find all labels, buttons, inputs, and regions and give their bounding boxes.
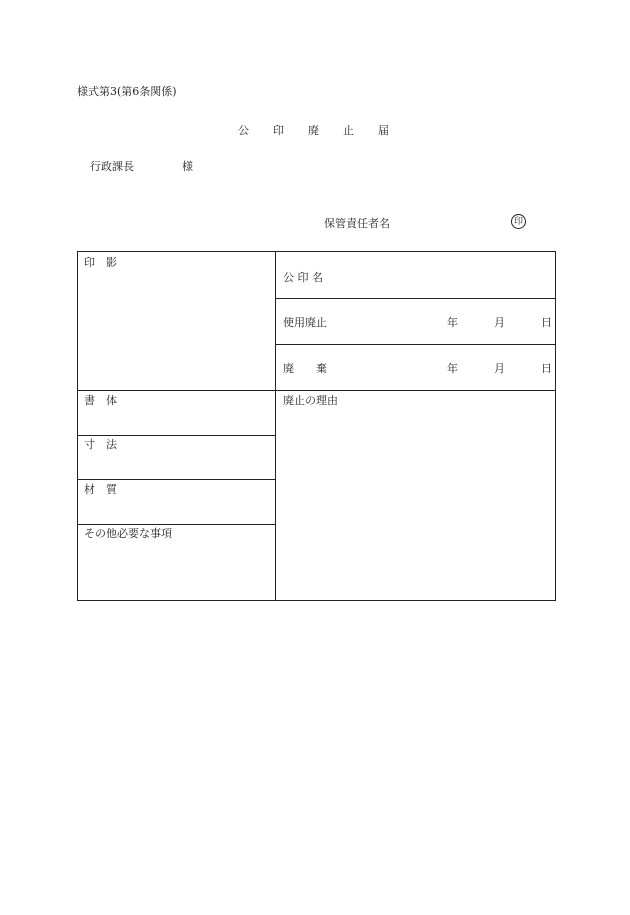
disposal-day-label: 日 [541, 362, 552, 375]
dimensions-label: 寸 法 [84, 438, 117, 451]
table-divider [78, 479, 275, 480]
abolition-form-table [77, 251, 556, 601]
addressee [90, 161, 193, 172]
reason-label: 廃止の理由 [283, 394, 338, 407]
disposal-label: 廃 棄 [283, 362, 327, 375]
title-char: 止 [343, 124, 354, 137]
title-char: 印 [273, 124, 284, 137]
table-divider [276, 344, 556, 345]
custodian-label: 保管責任者名 [324, 217, 390, 230]
disposal-month-label: 月 [494, 362, 505, 375]
title-char: 届 [378, 124, 389, 137]
material-label: 材 質 [84, 483, 117, 496]
table-divider [78, 435, 275, 436]
other-matters-label: その他必要な事項 [84, 527, 172, 540]
table-divider [276, 298, 556, 299]
form-number: 様式第3(第6条関係) [77, 85, 177, 98]
usage-abolished-label: 使用廃止 [283, 316, 327, 329]
table-divider-vertical [275, 252, 276, 600]
seal-icon: 印 [511, 214, 526, 229]
document-title [238, 125, 413, 136]
seal-impression-label: 印 影 [84, 256, 117, 269]
usage-day-label: 日 [541, 316, 552, 329]
table-divider [78, 524, 275, 525]
typeface-label: 書 体 [84, 394, 117, 407]
usage-month-label: 月 [494, 316, 505, 329]
addressee-honorific: 様 [182, 160, 193, 173]
seal-name-label: 公 印 名 [283, 271, 323, 284]
table-divider [78, 390, 556, 391]
usage-year-label: 年 [447, 316, 458, 329]
title-char: 廃 [308, 124, 319, 137]
disposal-year-label: 年 [447, 362, 458, 375]
addressee-name: 行政課長 [90, 160, 134, 173]
title-char: 公 [238, 124, 249, 137]
